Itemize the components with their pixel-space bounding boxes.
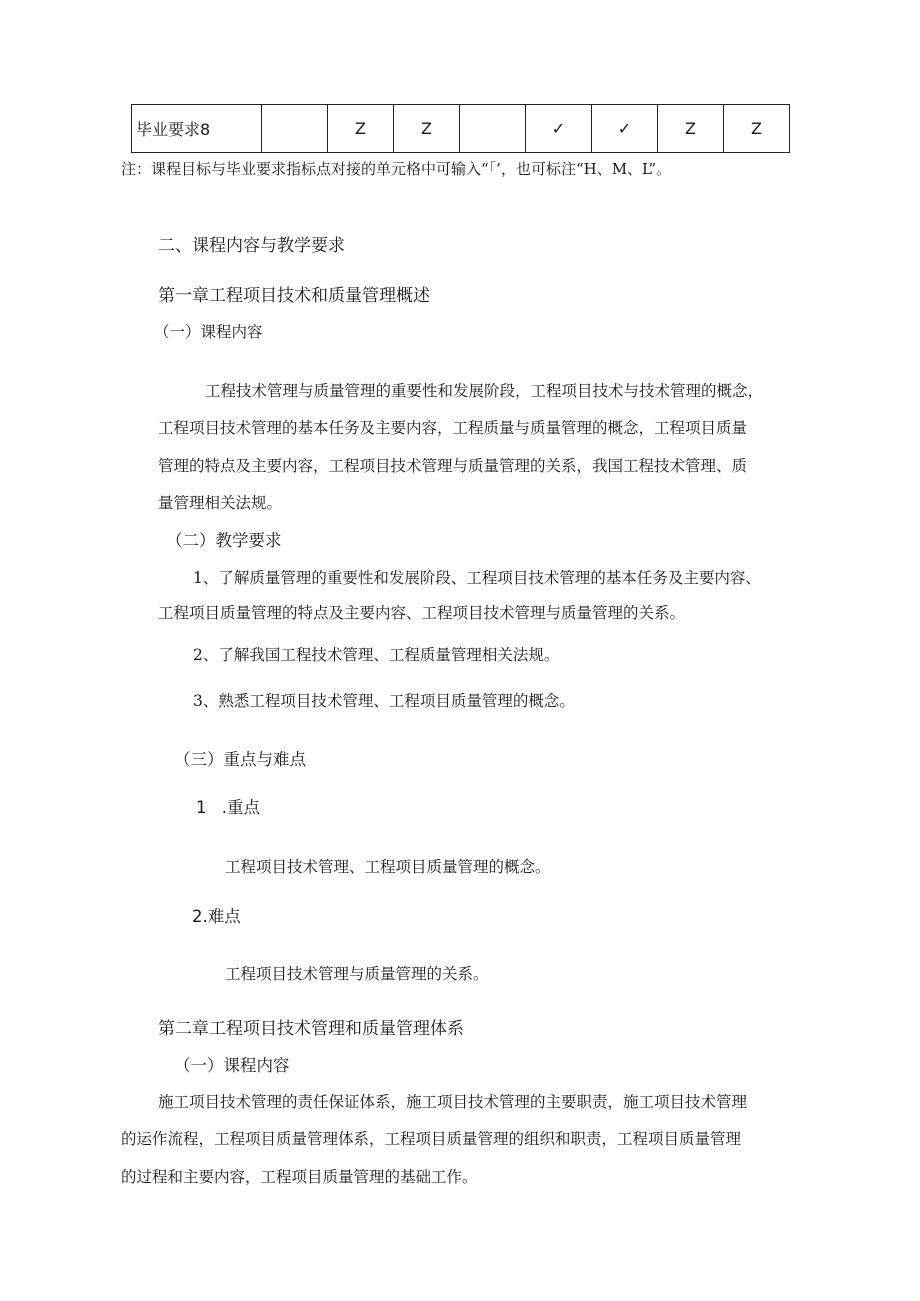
table-note: 注：课程目标与毕业要求指标点对接的单元格中可输入“「’，也可标注“H、M、L”。 [121, 160, 672, 178]
difficult-point-content: 工程项目技术管理与质量管理的关系。 [225, 965, 489, 983]
difficult-point-label: 2.难点 [192, 907, 241, 926]
key-point-number: 1 [196, 798, 207, 817]
table-cell: Z [394, 105, 460, 153]
paragraph-line: 管理的特点及主要内容，工程项目技术管理与质量管理的关系，我国工程技术管理、质 [158, 457, 748, 475]
row-label: 毕业要求8 [132, 105, 262, 153]
paragraph-line: 工程项目技术管理的基本任务及主要内容，工程质量与质量管理的概念，工程项目质量 [158, 419, 748, 437]
table-cell: Z [658, 105, 724, 153]
teaching-item: 工程项目质量管理的特点及主要内容、工程项目技术管理与质量管理的关系。 [158, 604, 686, 622]
key-point-text: .重点 [221, 798, 260, 817]
paragraph-line: 的过程和主要内容，工程项目质量管理的基础工作。 [121, 1168, 478, 1186]
chapter2-content-heading: （一）课程内容 [174, 1056, 290, 1075]
chapter2-title: 第二章工程项目技术管理和质量管理体系 [158, 1019, 464, 1039]
teaching-item: 1、了解质量管理的重要性和发展阶段、工程项目技术管理的基本任务及主要内容、 [193, 569, 761, 587]
table-cell [262, 105, 328, 153]
paragraph-line: 施工项目技术管理的责任保证体系，施工项目技术管理的主要职责，施工项目技术管理 [158, 1093, 748, 1111]
paragraph-line: 的运作流程，工程项目质量管理体系，工程项目质量管理的组织和职责，工程项目质量管理 [121, 1130, 742, 1148]
table-cell: Z [724, 105, 790, 153]
section-title: 二、课程内容与教学要求 [158, 236, 345, 256]
table-row [132, 105, 790, 153]
chapter1-title: 第一章工程项目技术和质量管理概述 [158, 286, 430, 306]
table-cell [460, 105, 526, 153]
teaching-item: 2、了解我国工程技术管理、工程质量管理相关法规。 [193, 646, 560, 664]
key-point-content: 工程项目技术管理、工程项目质量管理的概念。 [225, 858, 551, 876]
table-cell: Z [328, 105, 394, 153]
paragraph-line: 工程技术管理与质量管理的重要性和发展阶段，工程项目技术与技术管理的概念， [205, 382, 764, 400]
chapter1-teaching-heading: （二）教学要求 [166, 531, 282, 550]
chapter1-key-heading: （三）重点与难点 [174, 750, 306, 769]
chapter1-content-heading: （一）课程内容 [154, 323, 263, 341]
graduation-requirement-table [131, 104, 790, 153]
key-point-label [196, 794, 260, 818]
paragraph-line: 量管理相关法规。 [158, 494, 283, 512]
table-cell: ✓ [526, 105, 592, 153]
teaching-item: 3、熟悉工程项目技术管理、工程项目质量管理的概念。 [193, 692, 575, 710]
table-cell: ✓ [592, 105, 658, 153]
